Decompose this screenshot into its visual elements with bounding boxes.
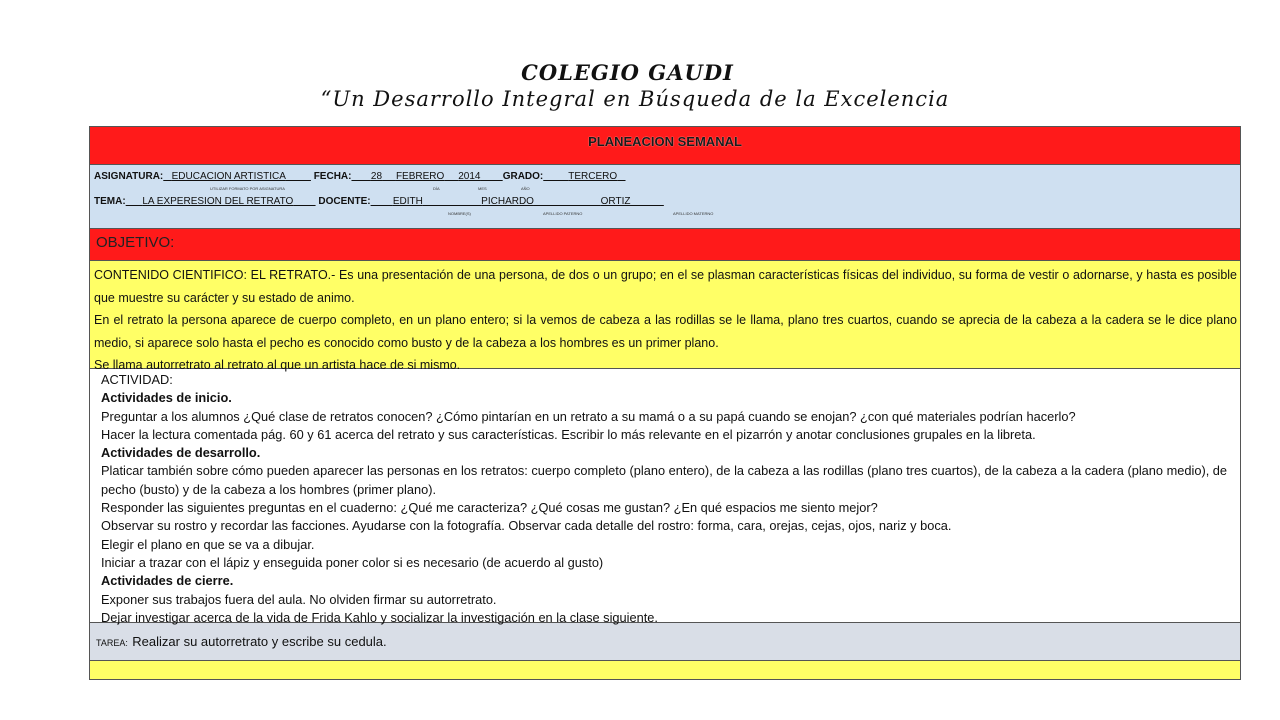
objective-row: [90, 229, 1240, 261]
planning-table: [89, 126, 1241, 680]
hint-mes: MES: [478, 186, 487, 191]
desarrollo-item-2: Responder las siguientes preguntas en el cuaderno: ¿Qué me caracteriza? ¿Qué cosas me gustan? ¿En qué espacios me siento mejor?: [101, 500, 878, 516]
inicio-item-1: Preguntar a los alumnos ¿Qué clase de retratos conocen? ¿Cómo pintarían en un retrato a su mamá o a su papá cuando se enojan? ¿con qué materiales podrían hacerlo?: [101, 408, 1076, 424]
school-motto: “Un Desarrollo Integral en Búsqueda de la Excelencia: [320, 87, 950, 111]
hint-dia: DÍA: [433, 186, 440, 191]
info-row: [90, 165, 1240, 229]
cierre-heading: Actividades de cierre.: [101, 573, 234, 589]
homework-row: [90, 623, 1240, 661]
desarrollo-item-3: Observar su rostro y recordar las facciones. Ayudarse con la fotografía. Observar cada detalle del rostro: forma, cara, orejas, cejas, ojos, nariz y boca.: [101, 518, 952, 534]
teacher-hints: [94, 207, 1236, 221]
table-title: PLANEACION SEMANAL: [588, 134, 742, 149]
docente-label: DOCENTE:: [318, 196, 371, 207]
title-row: [90, 127, 1240, 165]
contenido-paragraph-2: En el retrato la persona aparece de cuerpo completo, en un plano entero; si la vemos de cabeza a las rodillas se le llama, plano tres cuartos, cuando se aprecia de la cabeza a la cadera se le dice plano medio, si aparece solo hasta el pecho es conocido como busto y de la cabeza a los hombres es un primer plano.: [94, 313, 1237, 350]
desarrollo-heading: Actividades de desarrollo.: [101, 445, 261, 461]
asignatura-label: ASIGNATURA:: [94, 171, 164, 182]
grado-label: GRADO:: [502, 171, 544, 182]
hint-asignatura: UTILIZAR FORMATO POR ASIGNATURA: [210, 186, 285, 191]
cierre-item-2: Dejar investigar acerca de la vida de Frida Kahlo y socializar la investigación en la clase siguiente.: [101, 609, 658, 625]
desarrollo-item-1: Platicar también sobre cómo pueden aparecer las personas en los retratos: cuerpo completo (plano entero), de la cabeza a las rodillas (plano tres cuartos), de la cabeza a la cadera (plano medio), de pecho (busto) y de la cabeza a los hombres (primer plano).: [101, 463, 1228, 497]
fecha-value: 28 FEBRERO 2014: [370, 171, 481, 182]
actividad-label: ACTIVIDAD:: [101, 372, 173, 387]
desarrollo-item-4: Elegir el plano en que se va a dibujar.: [101, 536, 315, 552]
cierre-item-1: Exponer sus trabajos fuera del aula. No olviden firmar su autorretrato.: [101, 591, 497, 607]
fecha-label: FECHA:: [313, 171, 352, 182]
hint-materno: APELLIDO MATERNO: [673, 211, 714, 216]
grado-value: TERCERO: [568, 171, 618, 182]
subject-hints: [94, 182, 1236, 196]
inicio-heading: Actividades de inicio.: [101, 390, 232, 406]
inicio-item-2: Hacer la lectura comentada pág. 60 y 61 acerca del retrato y sus características. Escribir lo más relevante en el pizarrón y anotar conclusiones grupales en la libreta.: [101, 426, 1036, 442]
objetivo-label: OBJETIVO:: [96, 234, 175, 251]
contenido-paragraph-3: Se llama autorretrato al retrato al que un artista hace de si mismo.: [94, 358, 461, 372]
tarea-value: Realizar su autorretrato y escribe su cedula.: [132, 634, 387, 649]
tarea-label: TAREA:: [96, 638, 128, 648]
hint-paterno: APELLIDO PATERNO: [543, 211, 583, 216]
asignatura-value: EDUCACION ARTISTICA: [171, 171, 286, 182]
topic-line: [94, 196, 1236, 207]
document-header: [0, 60, 1280, 112]
contenido-paragraph-1: CONTENIDO CIENTIFICO: EL RETRATO.- Es una presentación de una persona, de dos o un grupo; en el se plasman características físicas del individuo, su forma de vestir o adornarse, y hasta es posible que muestre su carácter y su estado de animo.: [94, 268, 1237, 305]
school-name: COLEGIO GAUDI: [521, 60, 734, 85]
tema-label: TEMA:: [94, 196, 126, 207]
empty-footer-row: [90, 661, 1240, 679]
desarrollo-item-5: Iniciar a trazar con el lápiz y enseguida poner color si es necesario (de acuerdo al gusto): [101, 554, 604, 570]
docente-value: EDITH PICHARDO ORTIZ: [392, 196, 631, 207]
activity-row: [90, 369, 1240, 623]
hint-nombre: NOMBRE(S): [448, 211, 471, 216]
tema-value: LA EXPERESION DEL RETRATO: [142, 196, 294, 207]
subject-line: [94, 171, 1236, 182]
content-row: [90, 261, 1240, 372]
hint-anio: AÑO: [521, 186, 530, 191]
